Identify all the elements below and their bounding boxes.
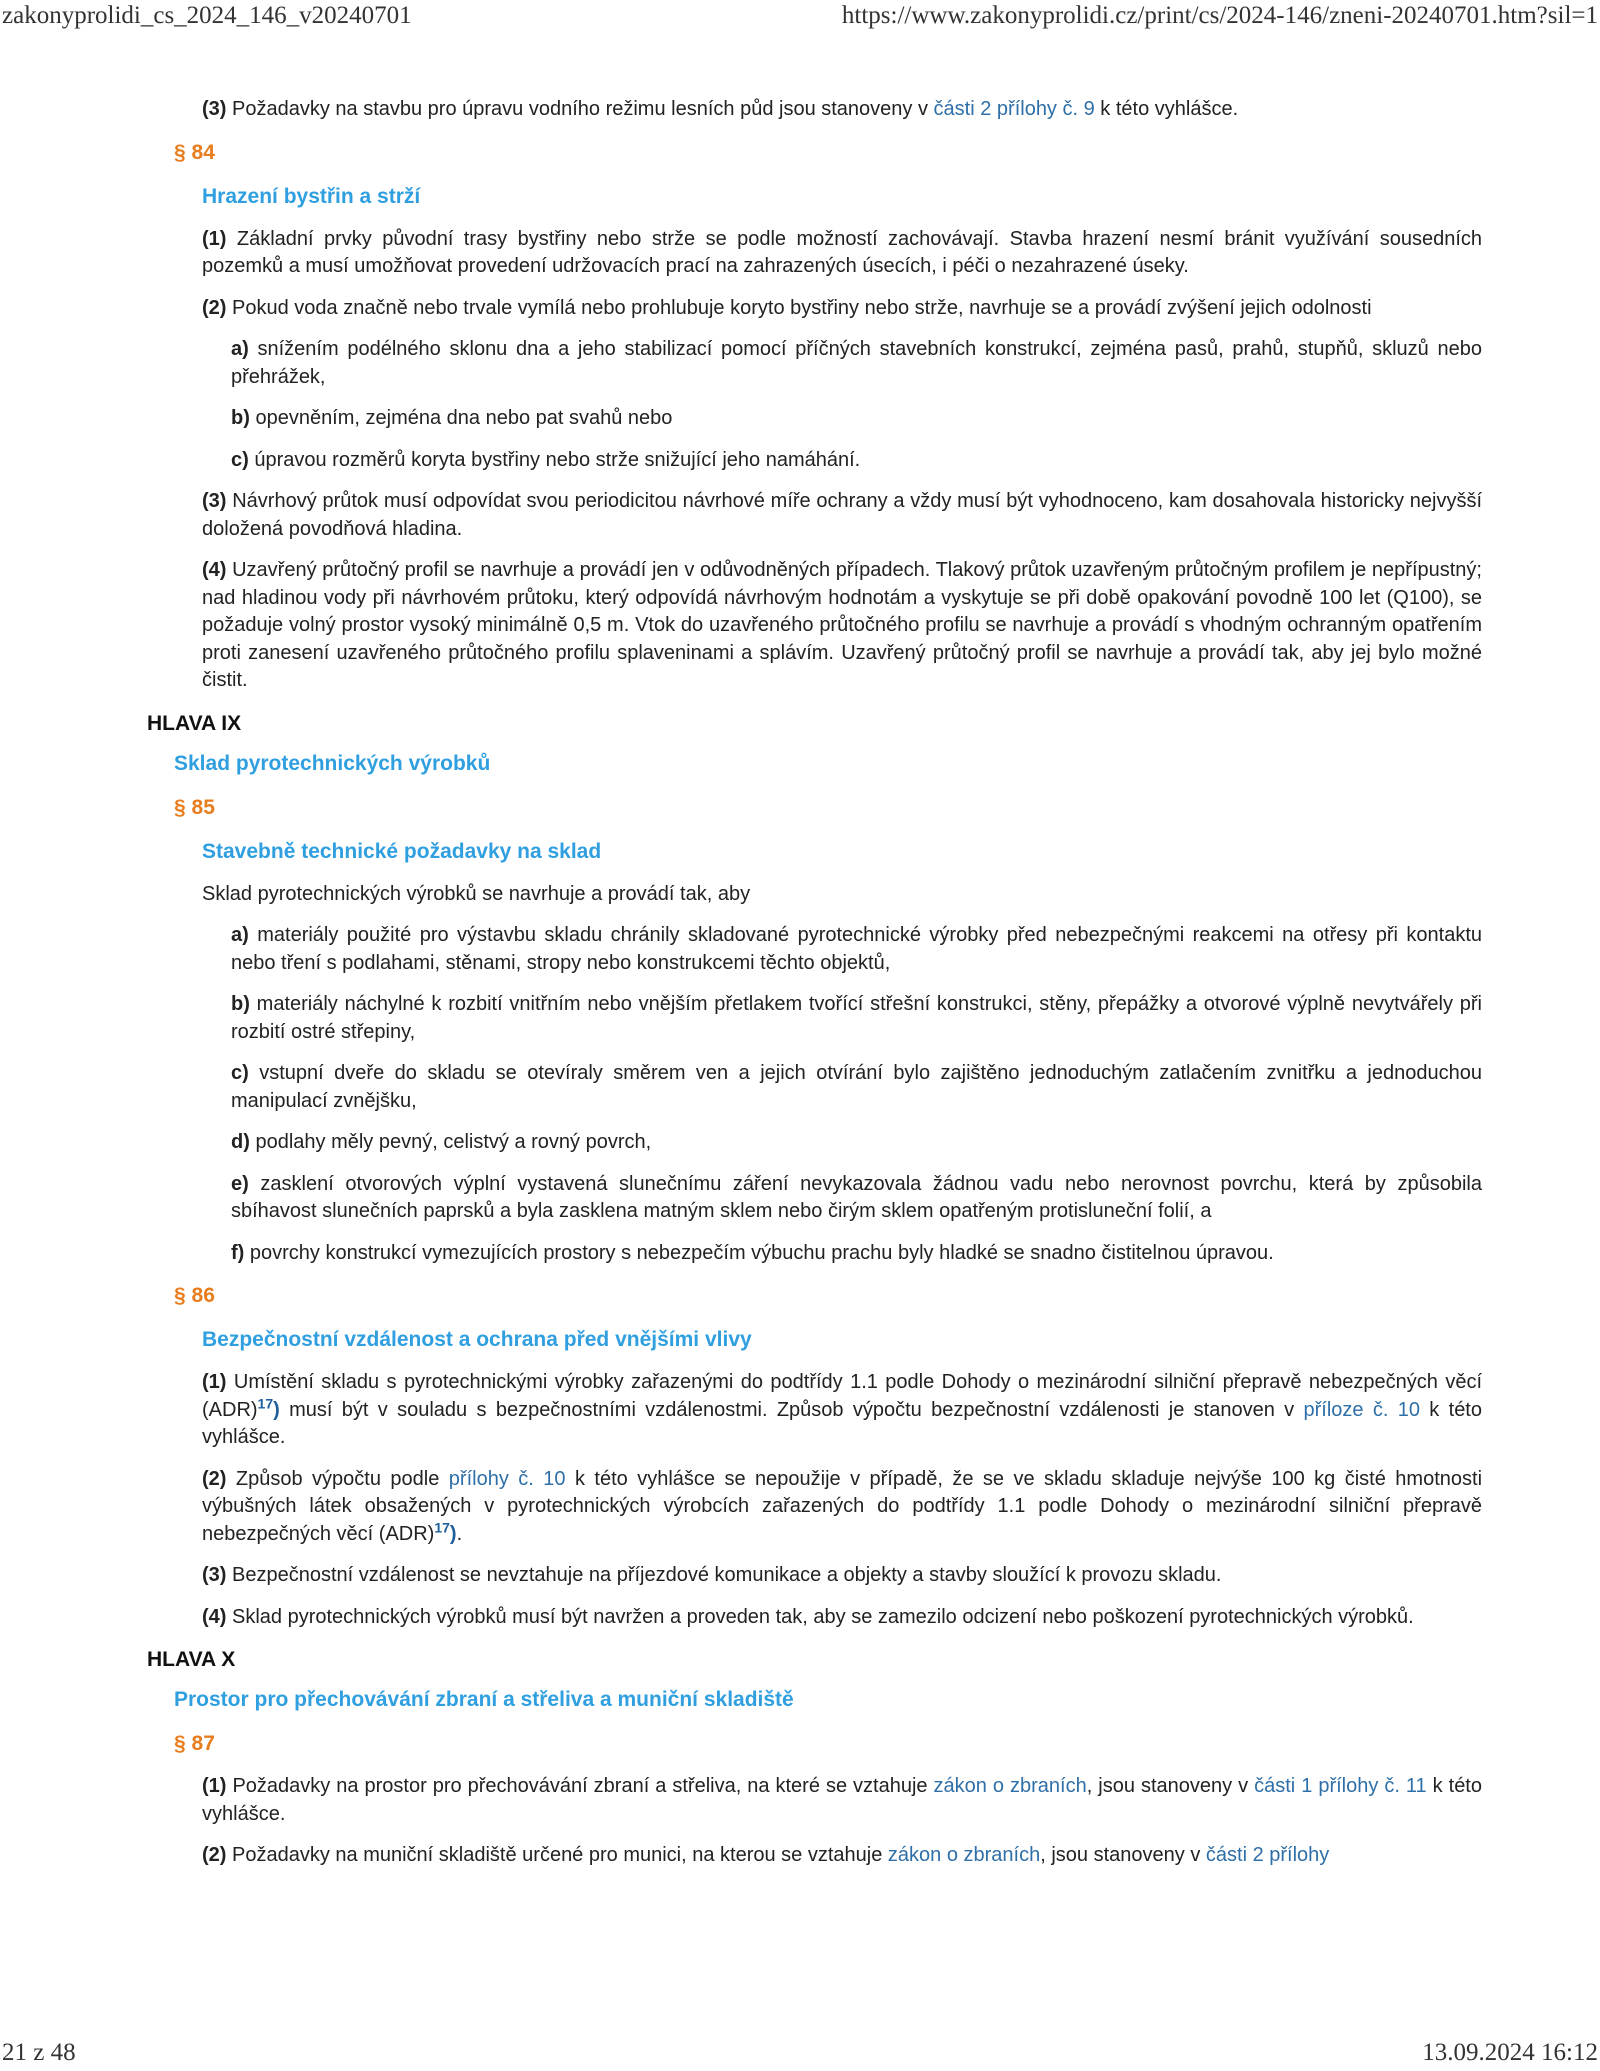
footnote-17-link[interactable]: 17 (257, 1394, 274, 1411)
s87-paragraph-2: (2) Požadavky na muniční skladiště určené pro munici, na kterou se vztahuje zákon o zbraních, jsou stanoveny v části 2 přílohy (202, 1844, 1330, 1866)
s85-item-b: b) materiály náchylné k rozbití vnitřním nebo vnějším přetlakem tvořící střešní konstrukci, stěny, přepážky a otvorové výplně nevytvářely při rozbití ostré střepiny, (231, 993, 1482, 1043)
s87-paragraph-1: (1) Požadavky na prostor pro přechovávání zbraní a střeliva, na které se vztahuje zákon o zbraních, jsou stanoveny v části 1 přílohy č. 11 k této vyhlášce. (202, 1775, 1482, 1825)
s85-item-d: d) podlahy měly pevný, celistvý a rovný povrch, (231, 1131, 652, 1153)
s83-paragraph-3: (3) Požadavky na stavbu pro úpravu vodního režimu lesních půd jsou stanoveny v části 2 přílohy č. 9 k této vyhlášce. (202, 98, 1239, 120)
s85-item-f: f) povrchy konstrukcí vymezujících prostory s nebezpečím výbuchu prachu byly hladké se snadno čistitelnou úpravou. (231, 1241, 1274, 1264)
header-document-id: zakonyprolidi_cs_2024_146_v20240701 (2, 2, 412, 29)
print-datetime: 13.09.2024 16:12 (1422, 2039, 1598, 2066)
s86-paragraph-4: (4) Sklad pyrotechnických výrobků musí být navržen a proveden tak, aby se zamezilo odcizení nebo poškození pyrotechnických výrobků. (202, 1605, 1414, 1628)
section-85-title: Stavebně technické požadavky na sklad (202, 839, 602, 863)
s86-paragraph-3: (3) Bezpečnostní vzdálenost se nevztahuje na příjezdové komunikace a objekty a stavby sloužící k provozu skladu. (202, 1564, 1222, 1586)
s84-paragraph-3: (3) Návrhový průtok musí odpovídat svou periodicitou návrhové míře ochrany a vždy musí být vyhodnoceno, kam dosahovala historicky nejvyšší doložená povodňová hladina. (202, 490, 1482, 540)
hlava-x-label: HLAVA X (147, 1648, 236, 1671)
section-85-label: § 85 (174, 795, 215, 819)
law-text (0, 96, 1600, 1884)
section-84-title: Hrazení bystřin a strží (202, 184, 421, 208)
s84-paragraph-4: (4) Uzavřený průtočný profil se navrhuje a provádí jen v odůvodněných případech. Tlakový průtok uzavřeným průtočným profilem je nepřípustný; nad hladinou vody při návrhovém průtoku, který odpovídá návrhovým hodnotám a vyskytuje se při době opakování povodně 100 let (Q100), se požaduje volný prostor vysoký minimálně 0,5 m. Vtok do uzavřeného průtočného profilu se navrhuje a provádí s vhodným ochranným opatřením proti zanesení uzavřeného průtočného profilu splaveninami a splávím. Uzavřený průtočný profil se navrhuje a provádí tak, aby jej bylo možné čistit. (202, 559, 1482, 691)
hlava-ix-title: Sklad pyrotechnických výrobků (174, 751, 491, 775)
section-86-label: § 86 (174, 1284, 215, 1307)
section-84-label: § 84 (174, 140, 215, 164)
s84-paragraph-2: (2) Pokud voda značně nebo trvale vymílá nebo prohlubuje koryto bystřiny nebo strže, navrhuje se a provádí zvýšení jejich odolnosti (202, 296, 1372, 319)
s85-intro: Sklad pyrotechnických výrobků se navrhuje a provádí tak, aby (202, 882, 751, 905)
header-url: https://www.zakonyprolidi.cz/print/cs/2024-146/zneni-20240701.htm?sil=1 (841, 2, 1598, 29)
hlava-ix-label: HLAVA IX (147, 711, 242, 735)
s85-item-a: a) materiály použité pro výstavbu skladu chránily skladované pyrotechnické výrobky před nebezpečnými reakcemi na otřesy při kontaktu nebo tření s podlahami, stěnami, stropy nebo konstrukcemi těchto objektů, (231, 924, 1482, 974)
link-prilohy-10[interactable]: přílohy č. 10 (448, 1467, 566, 1490)
link-zakon-o-zbranich[interactable]: zákon o zbraních (933, 1775, 1087, 1797)
page-number: 21 z 48 (2, 2039, 76, 2066)
s86-paragraph-1: (1) Umístění skladu s pyrotechnickými výrobky zařazenými do podtřídy 1.1 podle Dohody o mezinárodní silniční přepravě nebezpečných věcí (ADR)$^{17}$) musí být v souladu s bezpečnostními vzdálenostmi. Způsob výpočtu bezpečnostní vzdálenosti je stanoven v příloze č. 10 k této vyhlášce. (202, 1371, 1482, 1448)
section-86-title: Bezpečnostní vzdálenost a ochrana před vnějšími vlivy (202, 1328, 752, 1351)
print-header (0, 0, 1600, 34)
hlava-x-title: Prostor pro přechovávání zbraní a střeliva a muniční skladiště (174, 1688, 794, 1711)
s84-paragraph-1: (1) Základní prvky původní trasy bystřiny nebo strže se podle možností zachovávají. Stavba hrazení nesmí bránit využívání sousedních pozemků a musí umožňovat provedení udržovacích prací na zahrazených úsecích, i péči o nezahrazené úseky. (202, 227, 1482, 277)
s85-item-e: e) zasklení otvorových výplní vystavená slunečnímu záření nevykazovala žádnou vadu nebo nerovnost povrchu, která by způsobila sbíhavost slunečních paprsků a byla zasklena matným sklem nebo čirým sklem opatřeným protisluneční folií, a (231, 1172, 1482, 1222)
footnote-17-link[interactable]: 17 (434, 1518, 450, 1535)
link-priloze-10[interactable]: příloze č. 10 (1303, 1398, 1420, 1421)
s86-paragraph-2: (2) Způsob výpočtu podle přílohy č. 10 k této vyhlášce se nepoužije v případě, že se ve skladu skladuje nejvýše 100 kg čisté hmotnosti výbušných látek obsažených v pyrotechnických výrobcích zařazených do podtřídy 1.1 podle Dohody o mezinárodní silniční přepravě nebezpečných věcí (ADR)$^{17}$). (202, 1467, 1483, 1545)
link-cast-2-prilohy-9[interactable]: části 2 přílohy č. 9 (933, 98, 1095, 120)
s84-item-c: c) úpravou rozměrů koryta bystřiny nebo strže snižující jeho namáhání. (231, 448, 861, 471)
link-cast-2-prilohy[interactable]: části 2 přílohy (1205, 1844, 1330, 1866)
print-footer (0, 2037, 1600, 2071)
s84-item-b: b) opevněním, zejména dna nebo pat svahů nebo (231, 407, 673, 429)
section-87-label: § 87 (174, 1732, 215, 1755)
s85-item-c: c) vstupní dveře do skladu se otevíraly směrem ven a jejich otvírání bylo zajištěno jednoduchým zatlačením zvnitřku a jednoduchou manipulací zvnějšku, (231, 1062, 1482, 1112)
s84-item-a: a) snížením podélného sklonu dna a jeho stabilizací pomocí příčných stavebních konstrukcí, zejména pasů, prahů, stupňů, skluzů nebo přehrážek, (231, 338, 1482, 388)
link-cast-1-prilohy-11[interactable]: části 1 přílohy č. 11 (1254, 1775, 1427, 1797)
link-zakon-o-zbranich[interactable]: zákon o zbraních (887, 1844, 1041, 1866)
